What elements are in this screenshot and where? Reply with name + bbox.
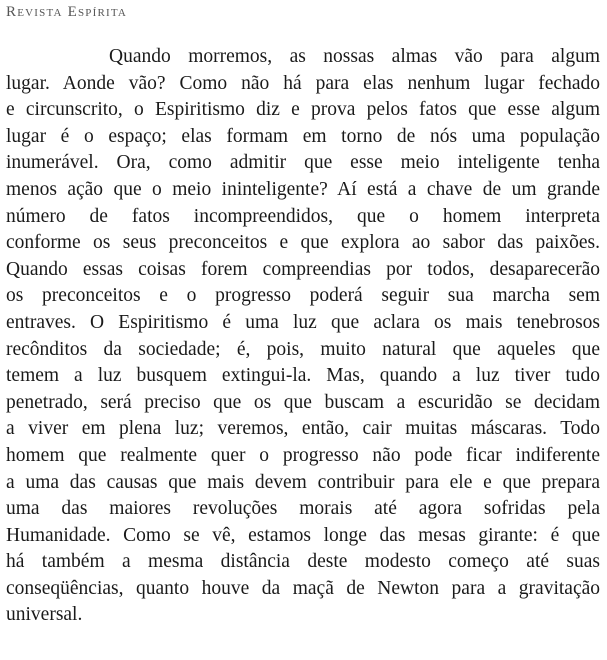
text-line: há também a mesma distância deste modesto começo até suas (6, 551, 600, 573)
text-line: e circunscrito, o Espiritismo diz e prova pelos fatos que esse algum (6, 99, 600, 121)
text-line: temem a luz busquem extingui-la. Mas, quando a luz tiver tudo (6, 365, 600, 387)
text-line: homem que realmente quer o progresso não pode ficar indiferente (6, 444, 600, 466)
text-line: Humanidade. Como se vê, estamos longe das mesas girante: é que (6, 524, 600, 546)
text-line: uma das maiores revoluções morais até agora sofridas pela (6, 498, 600, 520)
text-line: Quando essas coisas forem compreendias por todos, desaparecerão (6, 258, 600, 280)
text-line: conforme os seus preconceitos e que explora ao sabor das paixões. (6, 232, 600, 254)
text-line: lugar é o espaço; elas formam em torno de nós uma população (6, 125, 600, 147)
text-line: recônditos da sociedade; é, pois, muito natural que aqueles que (6, 338, 600, 360)
text-line: a uma das causas que mais devem contribuir para ele e que prepara (6, 471, 600, 493)
text-line: entraves. O Espiritismo é uma luz que aclara os mais tenebrosos (6, 311, 600, 333)
text-line: os preconceitos e o progresso poderá seguir sua marcha sem (6, 285, 600, 307)
text-line: número de fatos incompreendidos, que o homem interpreta (6, 205, 600, 227)
body-paragraph (6, 44, 600, 629)
text-line: conseqüências, quanto houve da maçã de Newton para a gravitação (6, 577, 600, 599)
text-line: inumerável. Ora, como admitir que esse meio inteligente tenha (6, 152, 600, 174)
text-line: a viver em plena luz; veremos, então, cair muitas máscaras. Todo (6, 418, 600, 440)
text-line: penetrado, será preciso que os que buscam a escuridão se decidam (6, 391, 600, 413)
text-line: Quando morremos, as nossas almas vão para algum (109, 46, 600, 67)
text-line: universal. (6, 604, 83, 626)
text-line: menos ação que o meio ininteligente? Aí está a chave de um grande (6, 178, 600, 200)
text-line: lugar. Aonde vão? Como não há para elas nenhum lugar fechado (6, 72, 600, 94)
running-head: Revista Espírita (6, 4, 128, 20)
